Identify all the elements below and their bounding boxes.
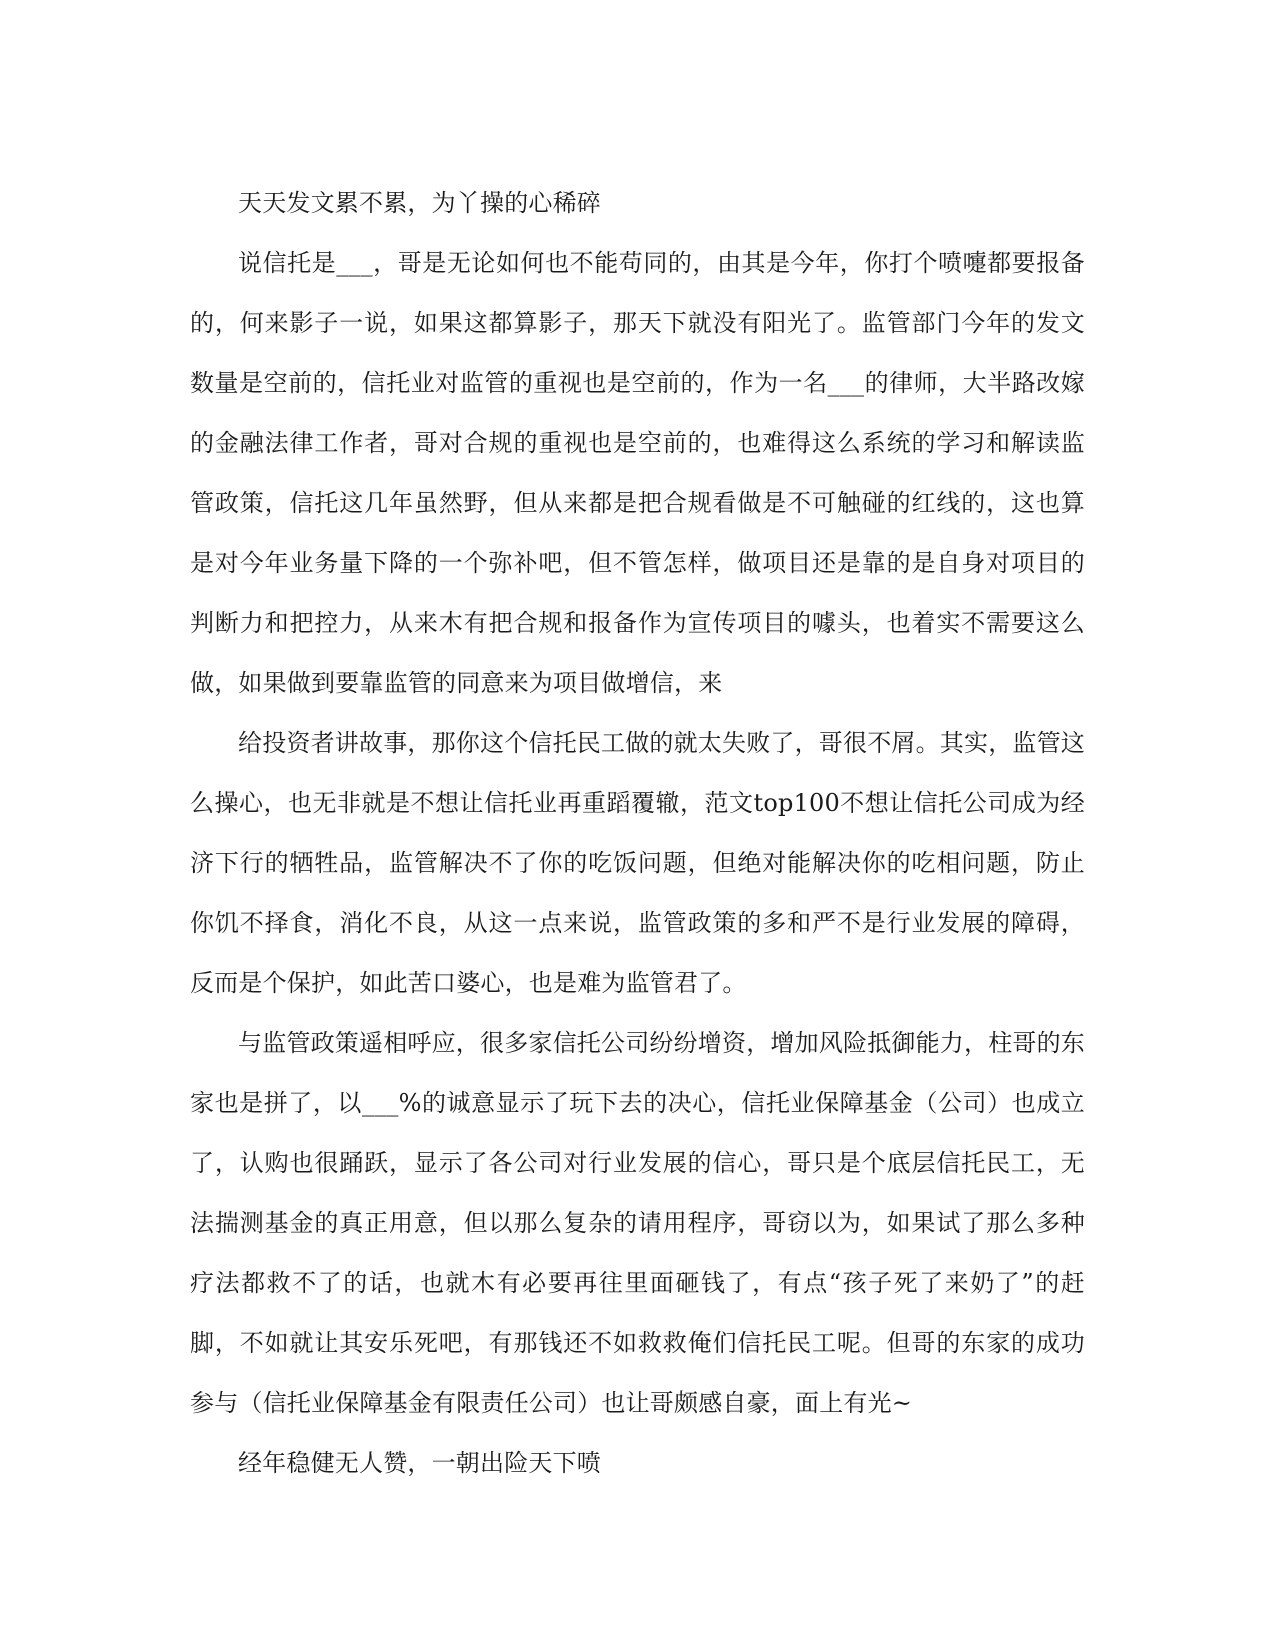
paragraph-heading-2: 经年稳健无人赞，一朝出险天下喷 (238, 1449, 601, 1477)
paragraph-2: 给投资者讲故事，那你这个信托民工做的就太失败了，哥很不屑。其实，监管这么操心，也无非就是不想让信托业再重蹈覆辙，范文top100不想让信托公司成为经济下行的牺牲品，监管解决不了你的吃饭问题，但绝对能解决你的吃相问题，防止你饥不择食，消化不良，从这一点来说，监管政策的多和严不是行业发展的障碍，反而是个保护，如此苦口婆心，也是难为监管君了。 (190, 729, 1085, 997)
paragraph-heading-1: 天天发文累不累，为丫操的心稀碎 (238, 189, 601, 217)
paragraph-3: 与监管政策遥相呼应，很多家信托公司纷纷增资，增加风险抵御能力，柱哥的东家也是拼了，以___%的诚意显示了玩下去的决心，信托业保障基金（公司）也成立了，认购也很踊跃，显示了各公司对行业发展的信心，哥只是个底层信托民工，无法揣测基金的真正用意，但以那么复杂的请用程序，哥窃以为，如果试了那么多种疗法都救不了的话，也就木有必要再往里面砸钱了，有点“孩子死了来奶了”的赶脚，不如就让其安乐死吧，有那钱还不如救救俺们信托民工呢。但哥的东家的成功参与（信托业保障基金有限责任公司）也让哥颇感自豪，面上有光~ (190, 1029, 1085, 1417)
paragraph-1: 说信托是___，哥是无论如何也不能苟同的，由其是今年，你打个喷嚏都要报备的，何来影子一说，如果这都算影子，那天下就没有阳光了。监管部门今年的发文数量是空前的，信托业对监管的重视也是空前的，作为一名___的律师，大半路改嫁的金融法律工作者，哥对合规的重视也是空前的，也难得这么系统的学习和解读监管政策，信托这几年虽然野，但从来都是把合规看做是不可触碰的红线的，这也算是对今年业务量下降的一个弥补吧，但不管怎样，做项目还是靠的是自身对项目的判断力和把控力，从来木有把合规和报备作为宣传项目的噱头，也着实不需要这么做，如果做到要靠监管的同意来为项目做增信，来 (190, 249, 1085, 697)
document-body (190, 173, 1085, 1493)
